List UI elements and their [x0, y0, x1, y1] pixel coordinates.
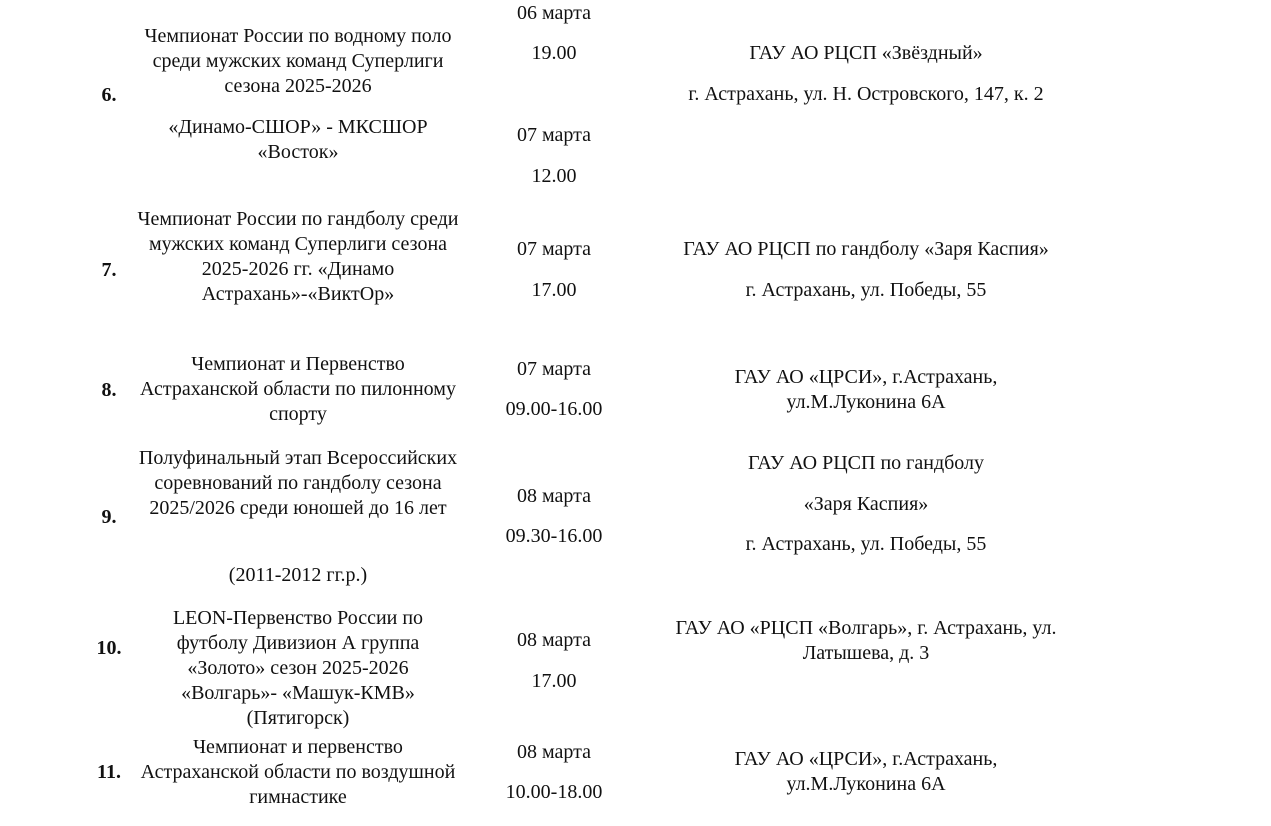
- event-title: Полуфинальный этап Всероссийских соревнований по гандболу сезона 2025/2026 среди юношей до 16 лет: [138, 447, 458, 519]
- event-number: 7.: [101, 259, 117, 281]
- event-address: г. Астрахань, ул. Победы, 55: [745, 533, 987, 555]
- event-title: Чемпионат России по гандболу среди мужских команд Суперлиги сезона 2025-2026 гг. «Динамо Астрахань»-«ВиктОр»: [137, 208, 459, 305]
- event-time-1: 19.00: [531, 42, 577, 64]
- event-venue: ГАУ АО «ЦРСИ», г.Астрахань, ул.М.Луконина 6А: [734, 748, 998, 795]
- event-date-1: 06 марта: [517, 2, 591, 24]
- event-date: 08 марта: [517, 629, 591, 651]
- event-title: LEON-Первенство России по футболу Дивизион А группа «Золото» сезон 2025-2026 «Волгарь»- «Машук-КМВ» (Пятигорск): [172, 607, 424, 729]
- event-venue: ГАУ АО РЦСП по гандболу «Заря Каспия»: [683, 238, 1049, 260]
- event-time: 09.30-16.00: [505, 525, 603, 547]
- event-title: Чемпионат и первенство Астраханской области по воздушной гимнастике: [140, 736, 456, 808]
- event-number: 9.: [101, 506, 117, 528]
- event-date-2: 07 марта: [517, 124, 591, 146]
- event-time-2: 12.00: [531, 165, 577, 187]
- event-number: 6.: [101, 84, 117, 106]
- event-date: 07 марта: [517, 238, 591, 260]
- event-number: 8.: [101, 379, 117, 401]
- event-venue: ГАУ АО «РЦСП «Волгарь», г. Астрахань, ул. Латышева, д. 3: [675, 617, 1057, 664]
- event-subtitle: (2011-2012 гг.р.): [228, 564, 368, 586]
- event-date: 08 марта: [517, 741, 591, 763]
- event-address: г. Астрахань, ул. Победы, 55: [745, 279, 987, 301]
- event-time: 09.00-16.00: [505, 398, 603, 420]
- event-venue: ГАУ АО РЦСП «Звёздный»: [749, 42, 983, 64]
- event-time: 17.00: [531, 279, 577, 301]
- event-venue-line1: ГАУ АО РЦСП по гандболу: [747, 452, 985, 474]
- event-number: 11.: [97, 761, 121, 783]
- event-venue: ГАУ АО «ЦРСИ», г.Астрахань, ул.М.Луконина 6А: [734, 366, 998, 413]
- event-address: г. Астрахань, ул. Н. Островского, 147, к. 2: [688, 83, 1044, 105]
- event-date: 07 марта: [517, 358, 591, 380]
- event-subtitle: «Динамо-СШОР» - МКСШОР «Восток»: [168, 116, 428, 163]
- event-time: 10.00-18.00: [505, 781, 603, 803]
- event-title: Чемпионат России по водному поло среди мужских команд Суперлиги сезона 2025-2026: [144, 25, 452, 97]
- event-venue-line2: «Заря Каспия»: [803, 493, 929, 515]
- event-number: 10.: [96, 637, 122, 659]
- event-title: Чемпионат и Первенство Астраханской области по пилонному спорту: [140, 353, 456, 425]
- event-date: 08 марта: [517, 485, 591, 507]
- event-time: 17.00: [531, 670, 577, 692]
